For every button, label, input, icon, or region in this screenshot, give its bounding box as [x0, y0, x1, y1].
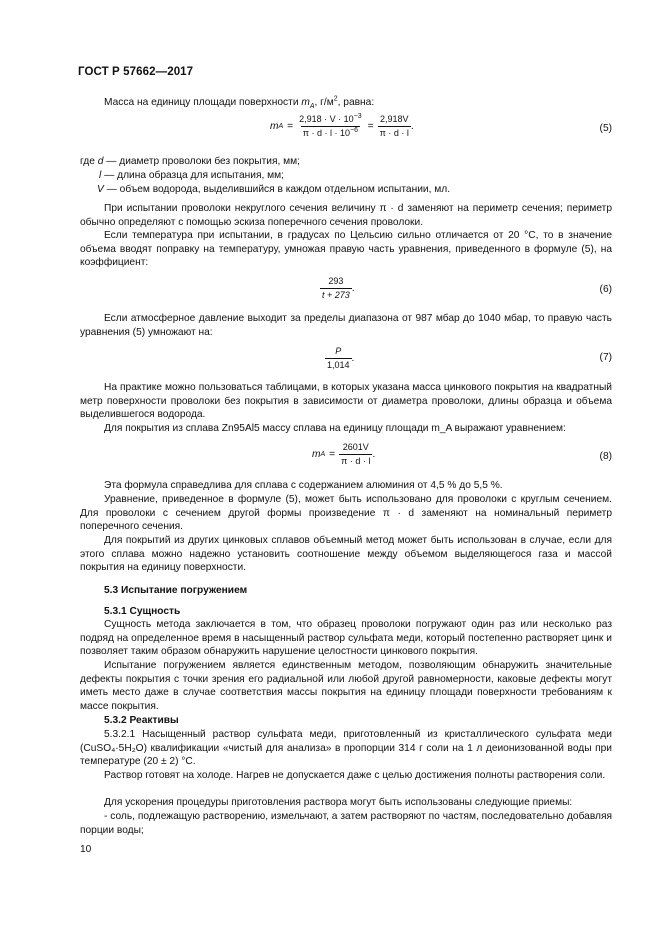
- paragraph-cold: Раствор готовят на холоде. Нагрев не допускается даже с целью достижения полноты растворения соли.: [104, 770, 606, 781]
- eq5-fraction-2: $\frac{2,918V}{\pi \cdot d \cdot l}$: [379, 114, 409, 138]
- equation-7: $\frac{P}{1,014}$ .: [327, 346, 355, 370]
- paragraph-alloy: Для покрытия из сплава Zn95Al5 массу сплава на единицу площади m_A выражают уравнением:: [104, 423, 566, 434]
- paragraph-other-alloys: Для покрытий из других цинковых сплавов объемный метод может быть использован в случае, если для этого сплава можно надежно установить соотношение между объемом выделяющегося газа и массой покрытия на единицу поверхности.: [80, 535, 612, 574]
- paragraph-reagent: 5.3.2.1 Насыщенный раствор сульфата меди, приготовленный из кристаллического сульфата меди (CuSO₄·5H₂O) квалификации «чистый для анализа» в пропорции 314 г соли на 1 л деионизованной воды при температуре (20 ± 2) °С.: [80, 729, 612, 768]
- equation-6: $\frac{293}{t + 273}$ .: [322, 276, 355, 300]
- paragraph-validity: Эта формула справедлива для сплава с содержанием алюминия от 4,5 % до 5,5 %.: [104, 480, 503, 491]
- equation-8-number: (8): [599, 451, 612, 462]
- paragraph-speed: Для ускорения процедуры приготовления раствора могут быть использованы следующие приемы:: [104, 797, 573, 808]
- equation-7-number: (7): [599, 352, 612, 363]
- equation-5: m A = $\frac{2,918 \cdot V \cdot 10^{-3}}{\pi \cdot d \cdot l \cdot 10^{-6}}$ = $\frac{2,918V}{\pi \cdot d \cdot l}$ .: [270, 113, 414, 138]
- paragraph-essence: Сущность метода заключается в том, что образец проволоки погружают один раз или несколько раз подряд на определенное время в насыщенный раствор сульфата меди, который постепенно растворяет цинк и позволяет таким образом обнаружить нарушение целостности цинкового покрытия.: [80, 619, 612, 658]
- paragraph-tables: На практике можно пользоваться таблицами, в которых указана масса цинкового покрытия на квадратный метр поверхности проволоки без покрытия в зависимости от диаметра проволоки, длины образца и объема выделившегося водорода.: [80, 382, 612, 421]
- subsection-title-5-3-1: 5.3.1 Сущность: [104, 606, 181, 617]
- where-item-l: l — длина образца для испытания, мм;: [99, 170, 284, 181]
- page-number: 10: [80, 844, 92, 855]
- equation-5-number: (5): [599, 123, 612, 134]
- paragraph-circular: Уравнение, приведенное в формуле (5), может быть использовано для проволоки с круглым сечением. Для проволоки с сечением другой формы произведение π · d заменяют на номинальный периметр поперечного сечения.: [80, 494, 612, 533]
- paragraph-noncircular: При испытании проволоки некруглого сечения величину π · d заменяют на периметр сечения; периметр обычно определяют с помощью эскиза поперечного сечения проволоки.: [80, 203, 612, 228]
- eq5-fraction-1: $\frac{2,918 \cdot V \cdot 10^{-3}}{\pi \cdot d \cdot l \cdot 10^{-6}}$: [299, 113, 362, 138]
- document-header: ГОСТ Р 57662—2017: [78, 66, 194, 78]
- paragraph-immersion: Испытание погружением является единственным методом, позволяющим обнаружить значительные дефекты покрытия с точки зрения его радиальной или любой другой равномерности, каковые дефекты могут иметь место даже в случае соответствия массы покрытия на единицу площади поверхности требованиям к массе покрытия.: [80, 660, 612, 712]
- paragraph-temperature: Если температура при испытании, в градусах по Цельсию сильно отличается от 20 °С, то в значение объема вводят поправку на температуру, умножая правую часть уравнения, приведенного в формуле (5), на коэффициент:: [80, 230, 612, 269]
- where-item-d: где d — диаметр проволоки без покрытия, мм;: [80, 156, 300, 167]
- where-item-v: V — объем водорода, выделившийся в каждом отдельном испытании, мл.: [97, 184, 451, 195]
- mass-intro-line: Масса на единицу площади поверхности $m_A$, $г/м^2$, равна:: [104, 95, 375, 111]
- subsection-title-5-3-2: 5.3.2 Реактивы: [104, 715, 179, 726]
- paragraph-pressure: Если атмосферное давление выходит за пределы диапазона от 987 мбар до 1040 мбар, то правую часть уравнения (5) умножают на:: [80, 313, 612, 338]
- equation-8: m A = $\frac{2601V}{\pi \cdot d \cdot l}$ .: [312, 442, 376, 466]
- list-item-grind: - соль, подлежащую растворению, измельчают, а затем растворяют по частям, последовательно добавляя порции воды;: [80, 811, 612, 836]
- section-title-5-3: 5.3 Испытание погружением: [104, 585, 248, 596]
- equation-6-number: (6): [599, 284, 612, 295]
